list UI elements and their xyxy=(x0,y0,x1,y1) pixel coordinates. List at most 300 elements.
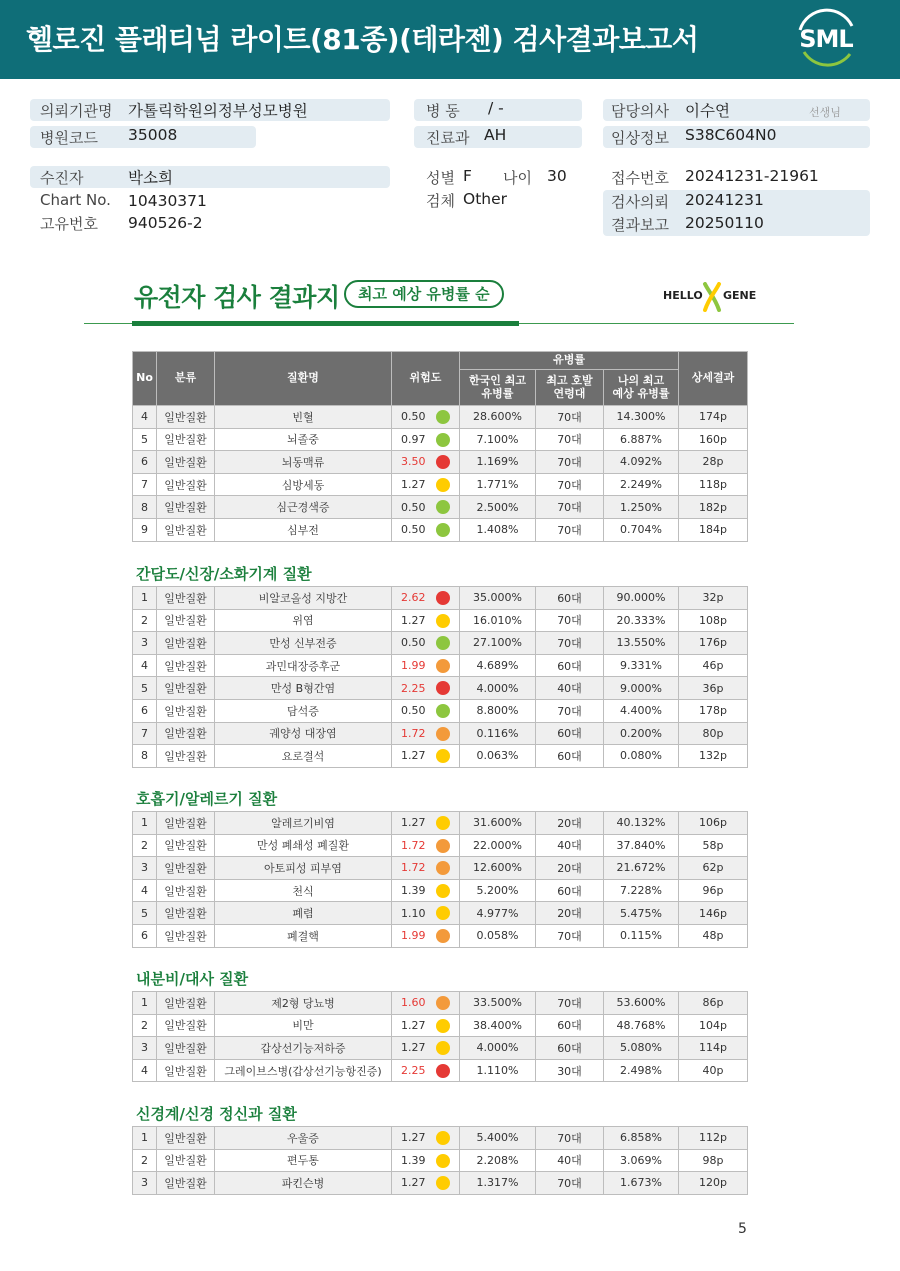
table-row xyxy=(133,1014,748,1037)
row-my-max: 2.498% xyxy=(604,1059,679,1082)
age-label: 나이 xyxy=(503,169,532,187)
row-detail-page: 104p xyxy=(679,1014,748,1037)
code-label: 병원코드 xyxy=(40,129,98,147)
row-disease: 뇌동맥류 xyxy=(215,451,392,474)
row-peak-age: 20대 xyxy=(536,902,604,925)
header-no-label: No xyxy=(136,371,153,385)
row-peak-age: 60대 xyxy=(536,654,604,677)
header-risk-label: 위험도 xyxy=(409,371,442,385)
header-prevalence xyxy=(460,352,679,370)
row-disease: 갑상선기능저하증 xyxy=(215,1037,392,1060)
request-label: 검사의뢰 xyxy=(611,193,669,211)
risk-value: 0.50 xyxy=(401,410,426,424)
ward-label: 병 동 xyxy=(426,102,460,120)
row-my-max: 0.080% xyxy=(604,745,679,768)
row-no: 1 xyxy=(133,812,157,835)
table-row xyxy=(133,518,748,541)
table-row xyxy=(133,1059,748,1082)
table-row xyxy=(133,902,748,925)
table-header xyxy=(133,352,748,406)
row-category: 일반질환 xyxy=(157,632,215,655)
row-no: 7 xyxy=(133,722,157,745)
row-disease: 천식 xyxy=(215,879,392,902)
row-detail-page: 98p xyxy=(679,1149,748,1172)
row-my-max: 1.673% xyxy=(604,1172,679,1195)
risk-level-dot-icon xyxy=(436,727,450,741)
risk-level-dot-icon xyxy=(436,1154,450,1168)
row-risk xyxy=(392,1149,460,1172)
risk-level-dot-icon xyxy=(436,659,450,673)
header-peak-age-line2: 연령대 xyxy=(553,386,586,400)
table-row xyxy=(133,677,748,700)
chart-label: Chart No. xyxy=(40,191,111,209)
row-category: 일반질환 xyxy=(157,1127,215,1150)
row-my-max: 4.092% xyxy=(604,451,679,474)
header-disease xyxy=(215,352,392,406)
row-no: 8 xyxy=(133,496,157,519)
row-peak-age: 40대 xyxy=(536,834,604,857)
sex-value: F xyxy=(463,167,472,185)
row-disease: 편두통 xyxy=(215,1149,392,1172)
row-kr-max: 22.000% xyxy=(460,834,536,857)
row-disease: 파킨슨병 xyxy=(215,1172,392,1195)
row-risk xyxy=(392,857,460,880)
row-detail-page: 58p xyxy=(679,834,748,857)
row-my-max: 9.331% xyxy=(604,654,679,677)
header-peak-age xyxy=(536,370,604,406)
result-table xyxy=(132,351,748,542)
header-kr-max xyxy=(460,370,536,406)
row-peak-age: 70대 xyxy=(536,992,604,1015)
row-kr-max: 12.600% xyxy=(460,857,536,880)
row-kr-max: 0.058% xyxy=(460,924,536,947)
row-my-max: 7.228% xyxy=(604,879,679,902)
risk-level-dot-icon xyxy=(436,410,450,424)
row-no: 2 xyxy=(133,1149,157,1172)
row-category: 일반질환 xyxy=(157,879,215,902)
sex-label: 성별 xyxy=(426,169,455,187)
row-kr-max: 4.000% xyxy=(460,1037,536,1060)
row-disease: 위염 xyxy=(215,609,392,632)
row-risk xyxy=(392,677,460,700)
doctor-value: 이수연 xyxy=(685,102,730,120)
header-my-max xyxy=(604,370,679,406)
row-no: 5 xyxy=(133,428,157,451)
hellogene-logo-left: HELLO xyxy=(663,289,703,302)
row-kr-max: 33.500% xyxy=(460,992,536,1015)
specimen-value: Other xyxy=(463,190,508,208)
row-kr-max: 5.200% xyxy=(460,879,536,902)
row-disease: 뇌졸중 xyxy=(215,428,392,451)
dept-value: AH xyxy=(484,126,507,144)
section-divider-accent xyxy=(132,321,519,326)
table-row xyxy=(133,992,748,1015)
table-row xyxy=(133,406,748,429)
row-disease: 비만 xyxy=(215,1014,392,1037)
row-my-max: 13.550% xyxy=(604,632,679,655)
row-risk xyxy=(392,518,460,541)
row-no: 6 xyxy=(133,451,157,474)
row-kr-max: 4.000% xyxy=(460,677,536,700)
row-disease: 만성 폐쇄성 폐질환 xyxy=(215,834,392,857)
row-detail-page: 176p xyxy=(679,632,748,655)
risk-value: 0.50 xyxy=(401,500,426,514)
row-disease: 만성 B형간염 xyxy=(215,677,392,700)
row-disease: 심근경색증 xyxy=(215,496,392,519)
row-risk xyxy=(392,1014,460,1037)
row-peak-age: 70대 xyxy=(536,924,604,947)
row-peak-age: 60대 xyxy=(536,722,604,745)
row-my-max: 4.400% xyxy=(604,699,679,722)
row-my-max: 3.069% xyxy=(604,1149,679,1172)
table-row xyxy=(133,632,748,655)
risk-level-dot-icon xyxy=(436,1131,450,1145)
row-disease: 빈혈 xyxy=(215,406,392,429)
risk-value: 1.60 xyxy=(401,996,426,1010)
row-peak-age: 40대 xyxy=(536,1149,604,1172)
risk-level-dot-icon xyxy=(436,861,450,875)
row-peak-age: 70대 xyxy=(536,699,604,722)
table-row xyxy=(133,722,748,745)
row-disease: 심방세동 xyxy=(215,473,392,496)
table-row xyxy=(133,496,748,519)
table-row xyxy=(133,745,748,768)
row-risk xyxy=(392,428,460,451)
risk-level-dot-icon xyxy=(436,1176,450,1190)
row-category: 일반질환 xyxy=(157,992,215,1015)
table-row xyxy=(133,654,748,677)
specimen-label: 검체 xyxy=(426,192,455,210)
row-detail-page: 48p xyxy=(679,924,748,947)
risk-level-dot-icon xyxy=(436,816,450,830)
row-category: 일반질환 xyxy=(157,428,215,451)
risk-value: 1.27 xyxy=(401,1041,426,1055)
row-detail-page: 132p xyxy=(679,745,748,768)
table-row xyxy=(133,812,748,835)
row-my-max: 90.000% xyxy=(604,587,679,610)
row-category: 일반질환 xyxy=(157,1149,215,1172)
row-peak-age: 70대 xyxy=(536,451,604,474)
table-row xyxy=(133,1149,748,1172)
row-my-max: 9.000% xyxy=(604,677,679,700)
risk-level-dot-icon xyxy=(436,681,450,695)
table-row xyxy=(133,699,748,722)
risk-value: 1.72 xyxy=(401,861,426,875)
row-category: 일반질환 xyxy=(157,924,215,947)
row-disease: 만성 신부전증 xyxy=(215,632,392,655)
header-category xyxy=(157,352,215,406)
row-my-max: 40.132% xyxy=(604,812,679,835)
header-prevalence-label: 유병률 xyxy=(553,353,585,367)
header-banner xyxy=(0,0,900,79)
row-peak-age: 70대 xyxy=(536,518,604,541)
row-no: 3 xyxy=(133,1172,157,1195)
row-detail-page: 114p xyxy=(679,1037,748,1060)
row-my-max: 48.768% xyxy=(604,1014,679,1037)
row-category: 일반질환 xyxy=(157,1014,215,1037)
row-category: 일반질환 xyxy=(157,722,215,745)
row-risk xyxy=(392,834,460,857)
row-risk xyxy=(392,1037,460,1060)
row-category: 일반질환 xyxy=(157,473,215,496)
code-value: 35008 xyxy=(128,126,178,144)
row-risk xyxy=(392,902,460,925)
row-detail-page: 28p xyxy=(679,451,748,474)
row-no: 6 xyxy=(133,924,157,947)
row-kr-max: 1.169% xyxy=(460,451,536,474)
receipt-label: 접수번호 xyxy=(611,169,669,187)
row-disease: 아토피성 피부염 xyxy=(215,857,392,880)
table-row xyxy=(133,1037,748,1060)
row-peak-age: 70대 xyxy=(536,1127,604,1150)
row-disease: 알레르기비염 xyxy=(215,812,392,835)
header-category-label: 분류 xyxy=(174,371,197,385)
row-risk xyxy=(392,587,460,610)
row-peak-age: 70대 xyxy=(536,428,604,451)
row-category: 일반질환 xyxy=(157,587,215,610)
row-risk xyxy=(392,992,460,1015)
row-risk xyxy=(392,1172,460,1195)
header-my-max-line1: 나의 최고 xyxy=(617,373,665,387)
row-my-max: 5.080% xyxy=(604,1037,679,1060)
row-risk xyxy=(392,473,460,496)
ward-value: / - xyxy=(488,99,504,117)
row-my-max: 53.600% xyxy=(604,992,679,1015)
row-no: 1 xyxy=(133,992,157,1015)
row-category: 일반질환 xyxy=(157,654,215,677)
row-peak-age: 70대 xyxy=(536,496,604,519)
dna-x-icon xyxy=(701,282,723,312)
row-risk xyxy=(392,722,460,745)
row-risk xyxy=(392,745,460,768)
row-detail-page: 36p xyxy=(679,677,748,700)
risk-value: 0.50 xyxy=(401,636,426,650)
risk-value: 1.39 xyxy=(401,1153,426,1167)
row-detail-page: 96p xyxy=(679,879,748,902)
sml-logo xyxy=(790,8,862,70)
row-risk xyxy=(392,924,460,947)
header-kr-max-line2: 유병률 xyxy=(481,386,514,400)
row-risk xyxy=(392,632,460,655)
row-no: 5 xyxy=(133,677,157,700)
row-category: 일반질환 xyxy=(157,1059,215,1082)
row-kr-max: 27.100% xyxy=(460,632,536,655)
chart-value: 10430371 xyxy=(128,192,207,210)
risk-level-dot-icon xyxy=(436,1064,450,1078)
institution-label: 의뢰기관명 xyxy=(40,102,113,120)
category-heading: 신경계/신경 정신과 질환 xyxy=(136,1105,297,1123)
row-category: 일반질환 xyxy=(157,406,215,429)
row-detail-page: 182p xyxy=(679,496,748,519)
row-peak-age: 20대 xyxy=(536,857,604,880)
section-badge: 최고 예상 유병률 순 xyxy=(344,280,504,308)
row-detail-page: 32p xyxy=(679,587,748,610)
row-no: 3 xyxy=(133,1037,157,1060)
row-no: 7 xyxy=(133,473,157,496)
risk-level-dot-icon xyxy=(436,839,450,853)
category-heading: 내분비/대사 질환 xyxy=(136,970,249,988)
row-peak-age: 70대 xyxy=(536,632,604,655)
row-category: 일반질환 xyxy=(157,857,215,880)
risk-level-dot-icon xyxy=(436,500,450,514)
header-detail-label: 상세결과 xyxy=(691,371,735,385)
row-kr-max: 1.408% xyxy=(460,518,536,541)
row-kr-max: 0.063% xyxy=(460,745,536,768)
row-kr-max: 2.208% xyxy=(460,1149,536,1172)
row-no: 4 xyxy=(133,879,157,902)
section-title: 유전자 검사 결과지 xyxy=(134,283,340,312)
row-kr-max: 4.977% xyxy=(460,902,536,925)
row-peak-age: 70대 xyxy=(536,1172,604,1195)
row-category: 일반질환 xyxy=(157,677,215,700)
table-row xyxy=(133,1127,748,1150)
row-peak-age: 30대 xyxy=(536,1059,604,1082)
row-peak-age: 70대 xyxy=(536,406,604,429)
row-no: 4 xyxy=(133,1059,157,1082)
risk-level-dot-icon xyxy=(436,591,450,605)
risk-level-dot-icon xyxy=(436,455,450,469)
header-no xyxy=(133,352,157,406)
row-disease: 비알코올성 지방간 xyxy=(215,587,392,610)
row-no: 2 xyxy=(133,609,157,632)
row-peak-age: 60대 xyxy=(536,1014,604,1037)
name-label: 수진자 xyxy=(40,169,84,187)
name-row-bg xyxy=(30,166,390,188)
risk-value: 2.25 xyxy=(401,1064,426,1078)
row-risk xyxy=(392,1127,460,1150)
row-disease: 담석증 xyxy=(215,699,392,722)
row-kr-max: 1.771% xyxy=(460,473,536,496)
row-detail-page: 80p xyxy=(679,722,748,745)
category-heading: 호흡기/알레르기 질환 xyxy=(136,790,278,808)
row-risk xyxy=(392,654,460,677)
risk-value: 1.27 xyxy=(401,1176,426,1190)
id-value: 940526-2 xyxy=(128,214,203,232)
risk-value: 1.72 xyxy=(401,726,426,740)
row-my-max: 0.200% xyxy=(604,722,679,745)
table-row xyxy=(133,587,748,610)
row-category: 일반질환 xyxy=(157,1172,215,1195)
header-kr-max-line1: 한국인 최고 xyxy=(469,373,526,387)
row-category: 일반질환 xyxy=(157,518,215,541)
row-disease: 우울증 xyxy=(215,1127,392,1150)
row-detail-page: 118p xyxy=(679,473,748,496)
row-peak-age: 60대 xyxy=(536,587,604,610)
risk-value: 1.27 xyxy=(401,816,426,830)
report-title: 헬로진 플래티넘 라이트(81종)(테라젠) 검사결과보고서 xyxy=(26,23,699,56)
clinical-value: S38C604N0 xyxy=(685,126,777,144)
row-no: 4 xyxy=(133,406,157,429)
row-category: 일반질환 xyxy=(157,496,215,519)
row-risk xyxy=(392,609,460,632)
risk-value: 1.27 xyxy=(401,613,426,627)
row-peak-age: 20대 xyxy=(536,812,604,835)
table-row xyxy=(133,473,748,496)
row-category: 일반질환 xyxy=(157,834,215,857)
result-table xyxy=(132,811,748,948)
risk-level-dot-icon xyxy=(436,996,450,1010)
table-row xyxy=(133,857,748,880)
risk-value: 1.27 xyxy=(401,749,426,763)
risk-value: 1.27 xyxy=(401,478,426,492)
row-peak-age: 40대 xyxy=(536,677,604,700)
doctor-suffix: 선생님 xyxy=(809,106,841,119)
risk-level-dot-icon xyxy=(436,478,450,492)
risk-level-dot-icon xyxy=(436,1041,450,1055)
row-risk xyxy=(392,699,460,722)
row-my-max: 6.858% xyxy=(604,1127,679,1150)
row-my-max: 5.475% xyxy=(604,902,679,925)
row-disease: 제2형 당뇨병 xyxy=(215,992,392,1015)
risk-level-dot-icon xyxy=(436,906,450,920)
row-category: 일반질환 xyxy=(157,451,215,474)
hellogene-logo-right: GENE xyxy=(723,289,757,302)
row-detail-page: 178p xyxy=(679,699,748,722)
row-kr-max: 1.110% xyxy=(460,1059,536,1082)
risk-level-dot-icon xyxy=(436,749,450,763)
row-no: 1 xyxy=(133,1127,157,1150)
row-kr-max: 2.500% xyxy=(460,496,536,519)
row-kr-max: 5.400% xyxy=(460,1127,536,1150)
risk-value: 0.97 xyxy=(401,432,426,446)
table-row xyxy=(133,834,748,857)
row-kr-max: 0.116% xyxy=(460,722,536,745)
row-risk xyxy=(392,1059,460,1082)
row-no: 2 xyxy=(133,1014,157,1037)
row-disease: 그레이브스병(갑상선기능항진증) xyxy=(215,1059,392,1082)
risk-value: 1.27 xyxy=(401,1131,426,1145)
row-category: 일반질환 xyxy=(157,902,215,925)
risk-value: 3.50 xyxy=(401,455,426,469)
row-my-max: 6.887% xyxy=(604,428,679,451)
row-no: 6 xyxy=(133,699,157,722)
risk-level-dot-icon xyxy=(436,614,450,628)
result-table xyxy=(132,991,748,1082)
row-detail-page: 120p xyxy=(679,1172,748,1195)
row-my-max: 0.115% xyxy=(604,924,679,947)
row-no: 1 xyxy=(133,587,157,610)
sml-logo-text: SML xyxy=(799,25,853,53)
hellogene-logo xyxy=(663,282,763,312)
row-my-max: 2.249% xyxy=(604,473,679,496)
row-kr-max: 28.600% xyxy=(460,406,536,429)
row-detail-page: 86p xyxy=(679,992,748,1015)
header-my-max-line2: 예상 유병률 xyxy=(612,386,670,400)
risk-level-dot-icon xyxy=(436,636,450,650)
institution-value: 가톨릭학원의정부성모병원 xyxy=(128,102,308,120)
header-risk xyxy=(392,352,460,406)
row-peak-age: 70대 xyxy=(536,473,604,496)
row-disease: 심부전 xyxy=(215,518,392,541)
report-value: 20250110 xyxy=(685,214,764,232)
row-no: 3 xyxy=(133,632,157,655)
dept-label: 진료과 xyxy=(426,129,470,147)
risk-level-dot-icon xyxy=(436,523,450,537)
table-row xyxy=(133,879,748,902)
row-risk xyxy=(392,451,460,474)
risk-value: 2.62 xyxy=(401,591,426,605)
row-peak-age: 60대 xyxy=(536,879,604,902)
row-detail-page: 46p xyxy=(679,654,748,677)
row-category: 일반질환 xyxy=(157,745,215,768)
row-disease: 요로결석 xyxy=(215,745,392,768)
table-row xyxy=(133,428,748,451)
row-disease: 과민대장증후군 xyxy=(215,654,392,677)
risk-value: 1.99 xyxy=(401,929,426,943)
row-no: 8 xyxy=(133,745,157,768)
risk-level-dot-icon xyxy=(436,704,450,718)
row-disease: 폐렴 xyxy=(215,902,392,925)
